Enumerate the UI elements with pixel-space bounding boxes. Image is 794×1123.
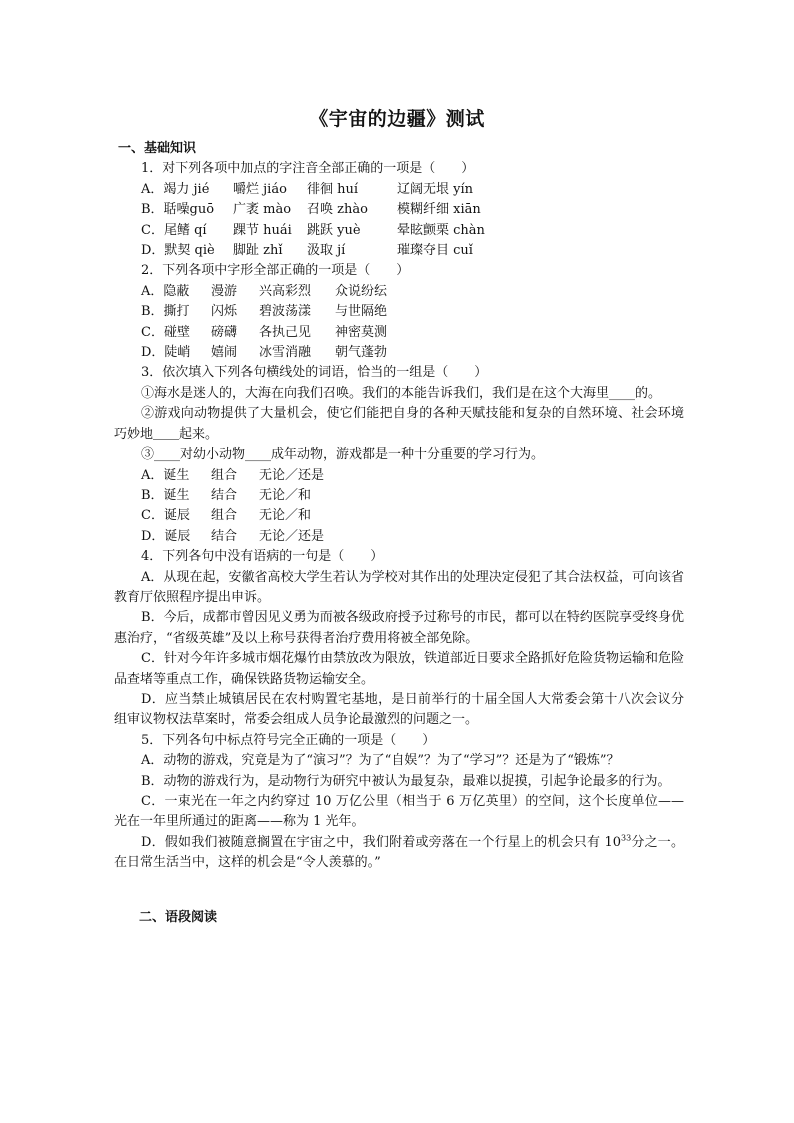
option-item: 模糊纤细 xiān (397, 202, 481, 218)
answer-option (114, 486, 684, 506)
option-item: 无论／还是 (259, 528, 325, 544)
option-item: B．诞生 (141, 487, 190, 503)
option-b: B．动物的游戏行为，是动物行为研究中被认为最复杂，最难以捉摸，引起争论最多的行为。 (141, 773, 671, 789)
sentence-3: ③____对幼小动物____成年动物，游戏都是一种十分重要的学习行为。 (141, 447, 545, 463)
option-item: 广袤 mào (233, 202, 292, 218)
option-d-text-end: 分之一。在日常生活当中，这样的机会是“令人羡慕的。” (114, 834, 684, 871)
option-item: 神密莫测 (335, 324, 388, 340)
option-item: 无论／和 (259, 487, 312, 503)
option-item: 碧波荡漾 (259, 304, 312, 320)
document-title: 《宇宙的边疆》测试 (309, 108, 485, 130)
option-item: 各执己见 (259, 324, 312, 340)
option-item: 结合 (211, 487, 238, 503)
option-item: 组合 (211, 508, 238, 524)
option-d: D．应当禁止城镇居民在农村购置宅基地，是日前举行的十届全国人大常委会第十八次会议分组审议物权法草案时，常委会组成人员争论最激烈的问题之一。 (114, 691, 684, 728)
option-a: A．从现在起，安徽省高校大学生若认为学校对其作出的处理决定侵犯了其合法权益，可向该省教育厅依照程序提出申诉。 (114, 569, 684, 605)
option-a: A．动物的游戏，究竟是为了“演习”？为了“自娱”？为了“学习”？还是为了“锻炼”？ (141, 753, 620, 769)
option-item: D．陡峭 (141, 345, 191, 361)
option-item: 众说纷纭 (335, 283, 388, 299)
sentence-1: ①海水是迷人的，大海在向我们召唤。我们的本能告诉我们，我们是在这个大海里____的。 (141, 385, 662, 401)
option-d (114, 833, 684, 874)
option-item: 汲取 jí (307, 243, 346, 259)
option-item: 踝节 huái (233, 222, 292, 238)
option-item: 漫游 (211, 283, 238, 299)
answer-option (114, 466, 684, 486)
option-c: C．一束光在一年之内约穿过 10 万亿公里（相当于 6 万亿英里）的空间，这个长度单位——光在一年里所通过的距离——称为 1 光年。 (114, 794, 684, 830)
option-item: B．撕打 (141, 304, 190, 320)
option-item: D．诞辰 (141, 528, 191, 544)
option-item: C．碰壁 (141, 324, 190, 340)
option-item: D．默契 qiè (141, 243, 215, 259)
sentence-2: ②游戏向动物提供了大量机会，使它们能把自身的各种天赋技能和复杂的自然环境、社会环境巧妙地＿＿起来。 (114, 406, 684, 442)
question-stem: 3．依次填入下列各句横线处的词语，恰当的一组是（ ） (141, 365, 488, 381)
question-stem: 1．对下列各项中加点的字注音全部正确的一项是（ ） (141, 161, 475, 177)
section-heading: 二、语段阅读 (139, 909, 218, 925)
option-item: 嚼烂 jiáo (233, 181, 287, 197)
answer-option (114, 282, 684, 302)
option-item: C．尾鳍 qí (141, 222, 207, 238)
option-item: A．隐蔽 (141, 283, 190, 299)
option-item: 闪烁 (211, 304, 238, 320)
question-stem: 2．下列各项中字形全部正确的一项是（ ） (141, 263, 410, 279)
option-item: A．竭力 jié (141, 181, 210, 197)
question-stem: 5．下列各句中标点符号完全正确的一项是（ ） (141, 732, 436, 748)
answer-option (114, 527, 684, 547)
option-item: A．诞生 (141, 467, 190, 483)
option-b: B．今后，成都市曾因见义勇为而被各级政府授予过称号的市民，都可以在特约医院享受终身优惠治疗，“省级英雄”及以上称号获得者治疗费用将被全部免除。 (114, 610, 684, 646)
option-item: 跳跃 yuè (307, 222, 361, 238)
option-item: 结合 (211, 528, 238, 544)
option-item: 朝气蓬勃 (335, 345, 388, 361)
option-c: C．针对今年许多城市烟花爆竹由禁放改为限放，铁道部近日要求全路抓好危险货物运输和危险品查堵等重点工作，确保铁路货物运输安全。 (114, 651, 684, 687)
option-item: 璀璨夺目 cuǐ (397, 243, 473, 259)
option-item: 召唤 zhào (307, 202, 368, 218)
answer-option (114, 506, 684, 526)
option-item: 脚趾 zhǐ (233, 243, 283, 259)
exponent: 33 (621, 833, 632, 843)
option-item: 组合 (211, 467, 238, 483)
option-item: 徘徊 huí (307, 181, 359, 197)
answer-option (114, 323, 684, 343)
option-item: 嬉闹 (211, 345, 238, 361)
option-item: 冰雪消融 (259, 345, 312, 361)
answer-option (114, 200, 684, 220)
answer-option (114, 221, 684, 241)
option-d-text: D．假如我们被随意搁置在宇宙之中，我们附着或旁落在一个行星上的机会只有 10 (141, 834, 622, 850)
answer-option (114, 241, 684, 261)
option-item: 兴高彩烈 (259, 283, 312, 299)
answer-option (114, 302, 684, 322)
option-item: 无论／和 (259, 508, 312, 524)
option-item: 晕眩颤栗 chàn (397, 222, 485, 238)
option-item: C．诞辰 (141, 508, 190, 524)
option-item: 磅礴 (211, 324, 238, 340)
option-item: 无论／还是 (259, 467, 325, 483)
document-body (114, 139, 684, 928)
option-item: 与世隔绝 (335, 304, 388, 320)
answer-option (114, 343, 684, 363)
question-stem: 4．下列各句中没有语病的一句是（ ） (141, 549, 384, 565)
answer-option (114, 180, 684, 200)
option-item: B．聒噪guō (141, 202, 215, 218)
section-heading: 一、基础知识 (118, 141, 197, 156)
option-item: 辽阔无垠 yín (397, 181, 474, 197)
